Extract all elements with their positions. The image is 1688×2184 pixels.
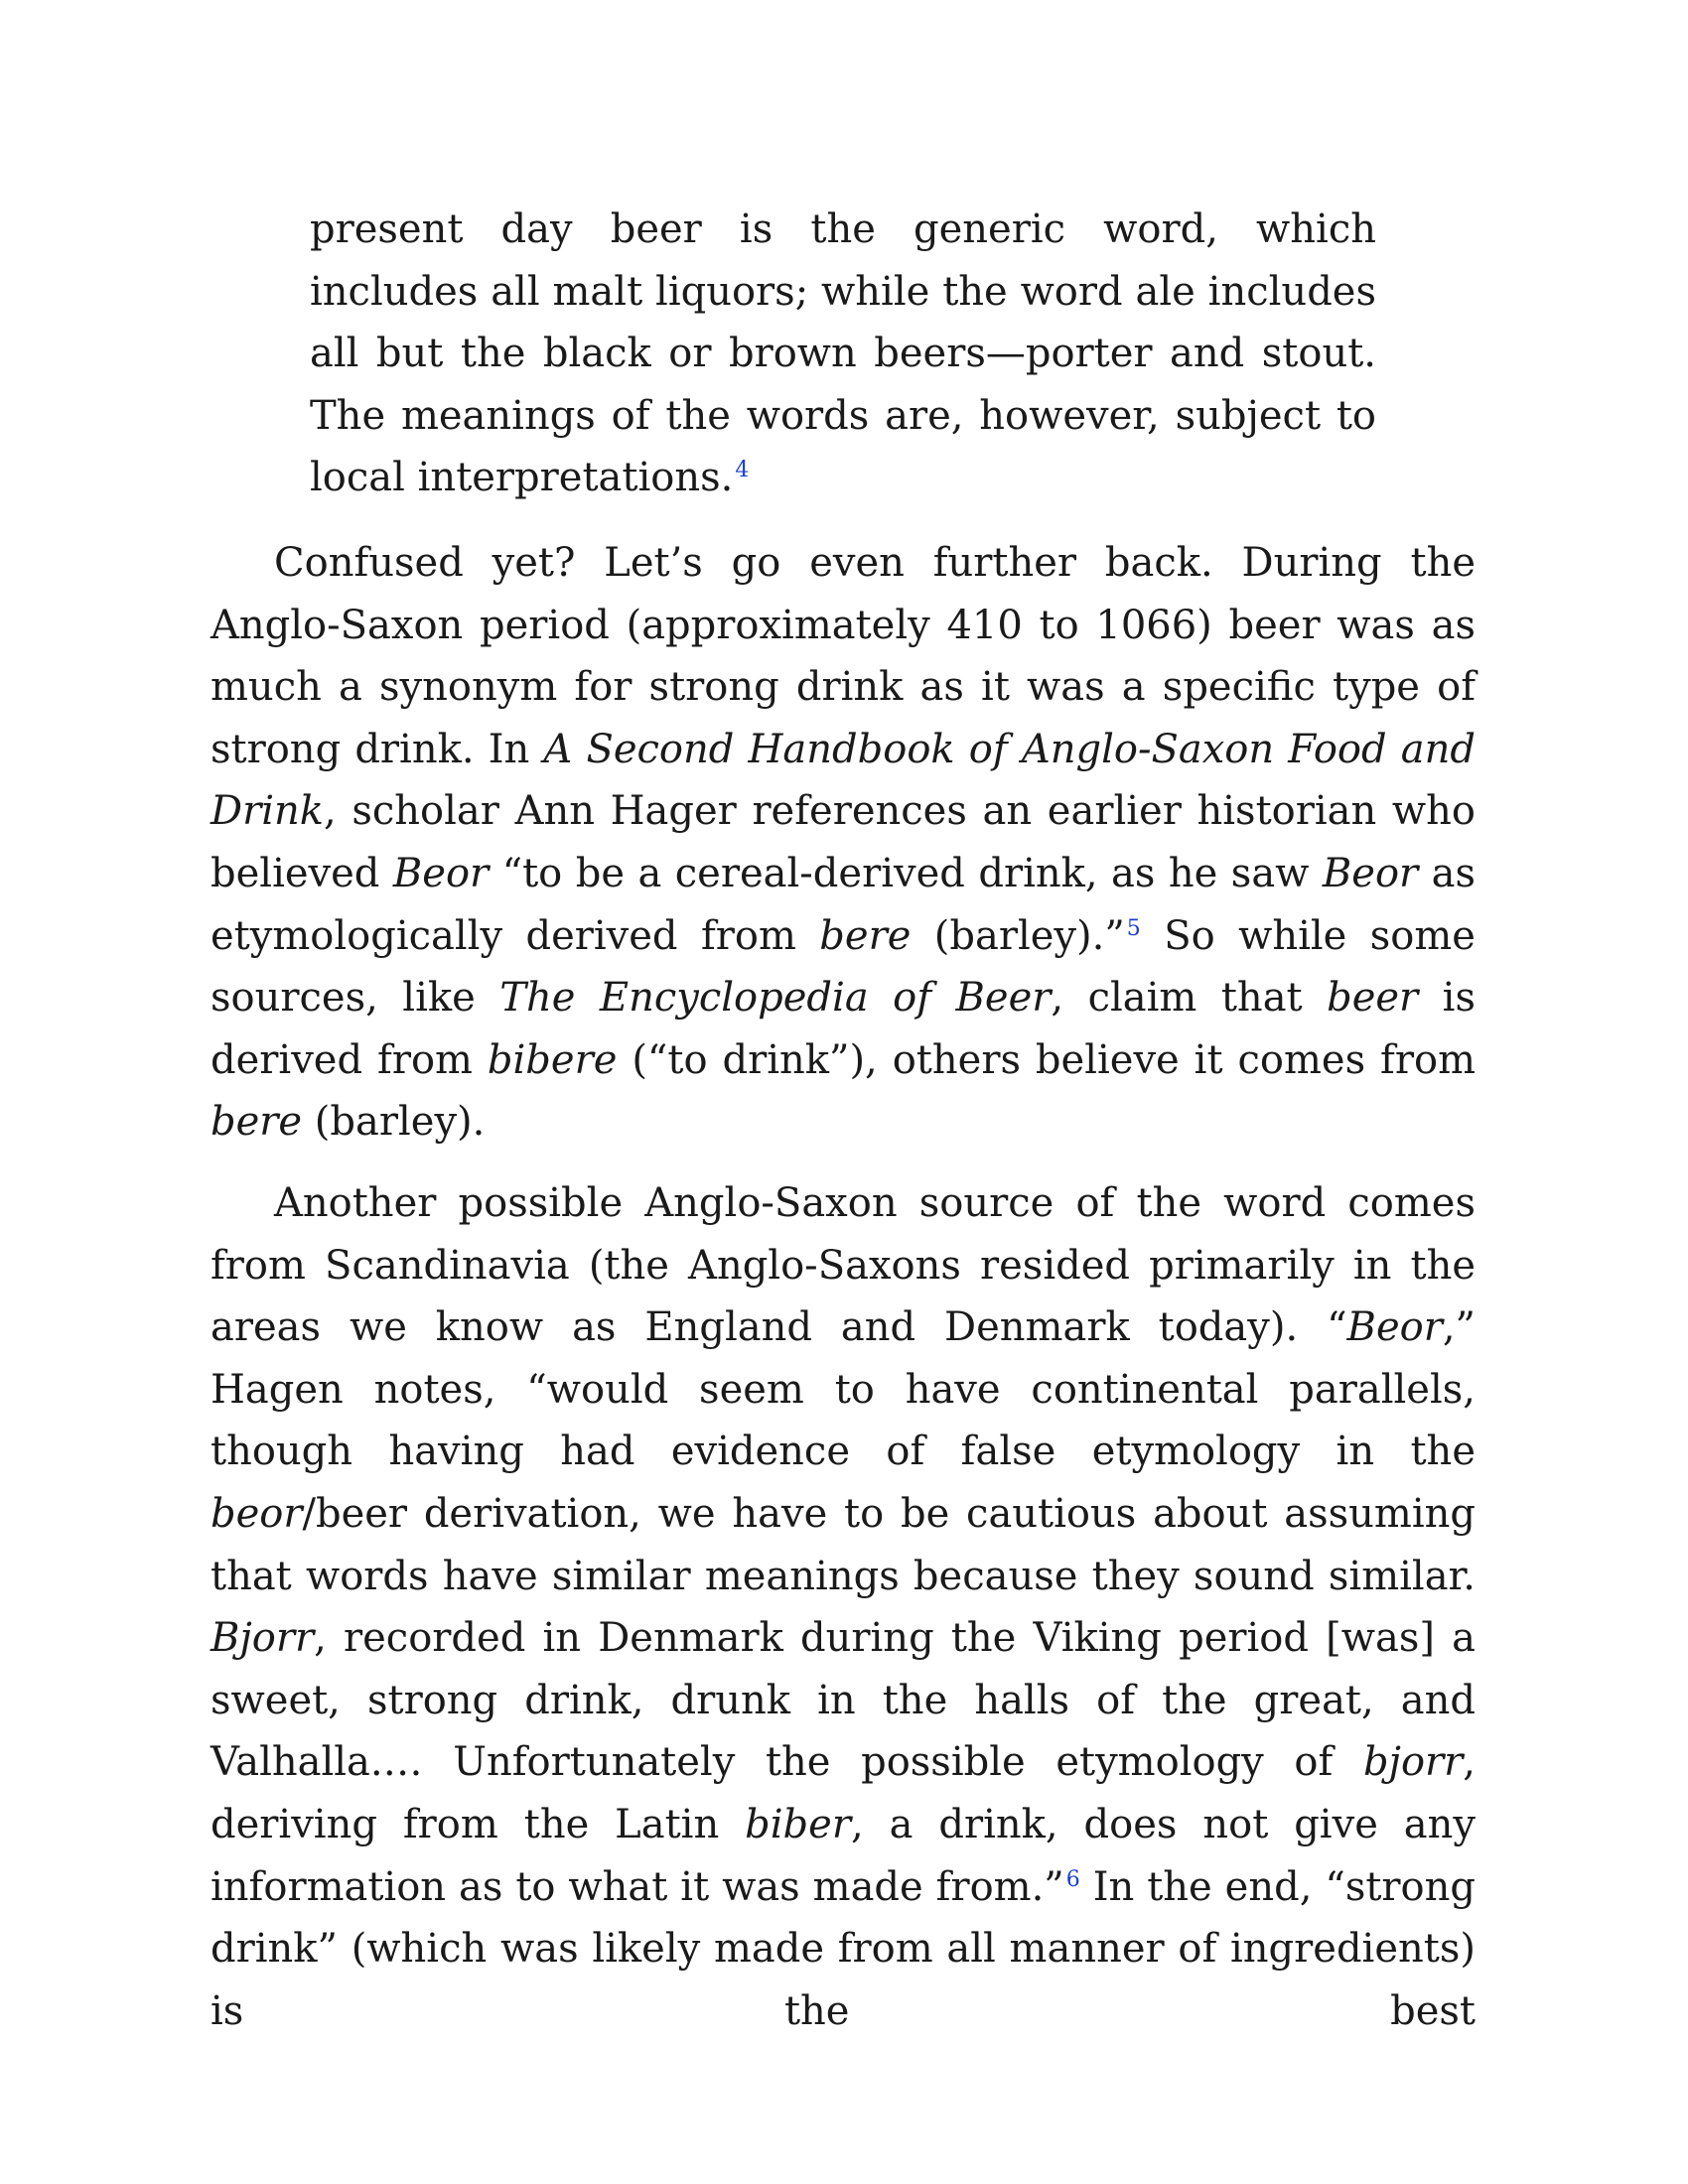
footnote-ref-6[interactable]: 6: [1065, 1866, 1080, 1892]
italic-term: Beor: [1322, 850, 1419, 896]
footnote-ref-4[interactable]: 4: [735, 458, 750, 483]
book-title-italic: A Second Handbook of Anglo-Saxon Food and Drink: [211, 726, 1476, 835]
text-run: , a drink, does not give any information as to what it was made from.”: [211, 1801, 1477, 1910]
text-run: , recorded in Denmark during the Viking period [was] a sweet, strong drink, drunk in the halls of the great, and Valhalla.… Unfortunately the possible etymology of: [211, 1615, 1476, 1786]
italic-term: bere: [211, 1099, 303, 1146]
text-run: as etymologically derived from: [211, 850, 1477, 959]
italic-term: bere: [819, 912, 912, 959]
text-run: So while some sources, like: [211, 912, 1476, 1022]
text-run: In the end, “strong drink” (which was likely made from all manner of ingredients) is the best: [211, 1863, 1476, 2034]
block-quote: [310, 199, 1376, 509]
italic-term: beor: [211, 1490, 303, 1537]
text-run: /beer derivation, we have to be cautious about assuming that words have similar meanings because they sound similar.: [211, 1490, 1476, 1599]
italic-term: Beor: [392, 850, 490, 896]
quote-text: present day beer is the generic word, which includes all malt liquors; while the word ale includes all but the black or brown beers—porter and stout. The meanings of the words are, however, subject to local interpretations.: [310, 206, 1376, 501]
italic-term: biber: [745, 1801, 851, 1847]
text-run: , scholar Ann Hager references an earlier historian who believed: [211, 788, 1476, 896]
italic-term: beer: [1327, 975, 1419, 1022]
text-run: (barley).: [302, 1099, 486, 1146]
text-run: ,” Hagen notes, “would seem to have continental parallels, though having had evidence of false etymology in the: [211, 1304, 1476, 1475]
italic-term: Beor: [1346, 1304, 1443, 1351]
footnote-ref-5[interactable]: 5: [1126, 915, 1141, 941]
text-run: is derived from: [211, 975, 1476, 1083]
text-run: (barley).”: [911, 912, 1125, 959]
text-run: Confused yet? Let’s go even further back. During the Anglo-Saxon period (approximately 410 to 1066) beer was as much a synonym for strong drink as it was a specific type of strong drink. In: [211, 540, 1476, 772]
text-run: (“to drink”), others believe it comes from: [617, 1036, 1476, 1083]
paragraph-anglo-saxon-period: [211, 532, 1476, 1154]
italic-term: bjorr: [1362, 1739, 1464, 1786]
text-run: , claim that: [1051, 975, 1328, 1022]
text-run: “to be a cereal-derived drink, as he saw: [489, 850, 1323, 896]
text-run: Another possible Anglo-Saxon source of the word comes from Scandinavia (the Anglo-Saxons resided primarily in the areas we know as England and Denmark today). “: [211, 1180, 1476, 1351]
italic-term: bibere: [487, 1036, 618, 1083]
book-title-italic: The Encyclopedia of Beer: [499, 975, 1052, 1022]
italic-term: Bjorr: [211, 1615, 315, 1662]
paragraph-scandinavia-source: [211, 1172, 1476, 2042]
text-run: , deriving from the Latin: [211, 1739, 1476, 1847]
